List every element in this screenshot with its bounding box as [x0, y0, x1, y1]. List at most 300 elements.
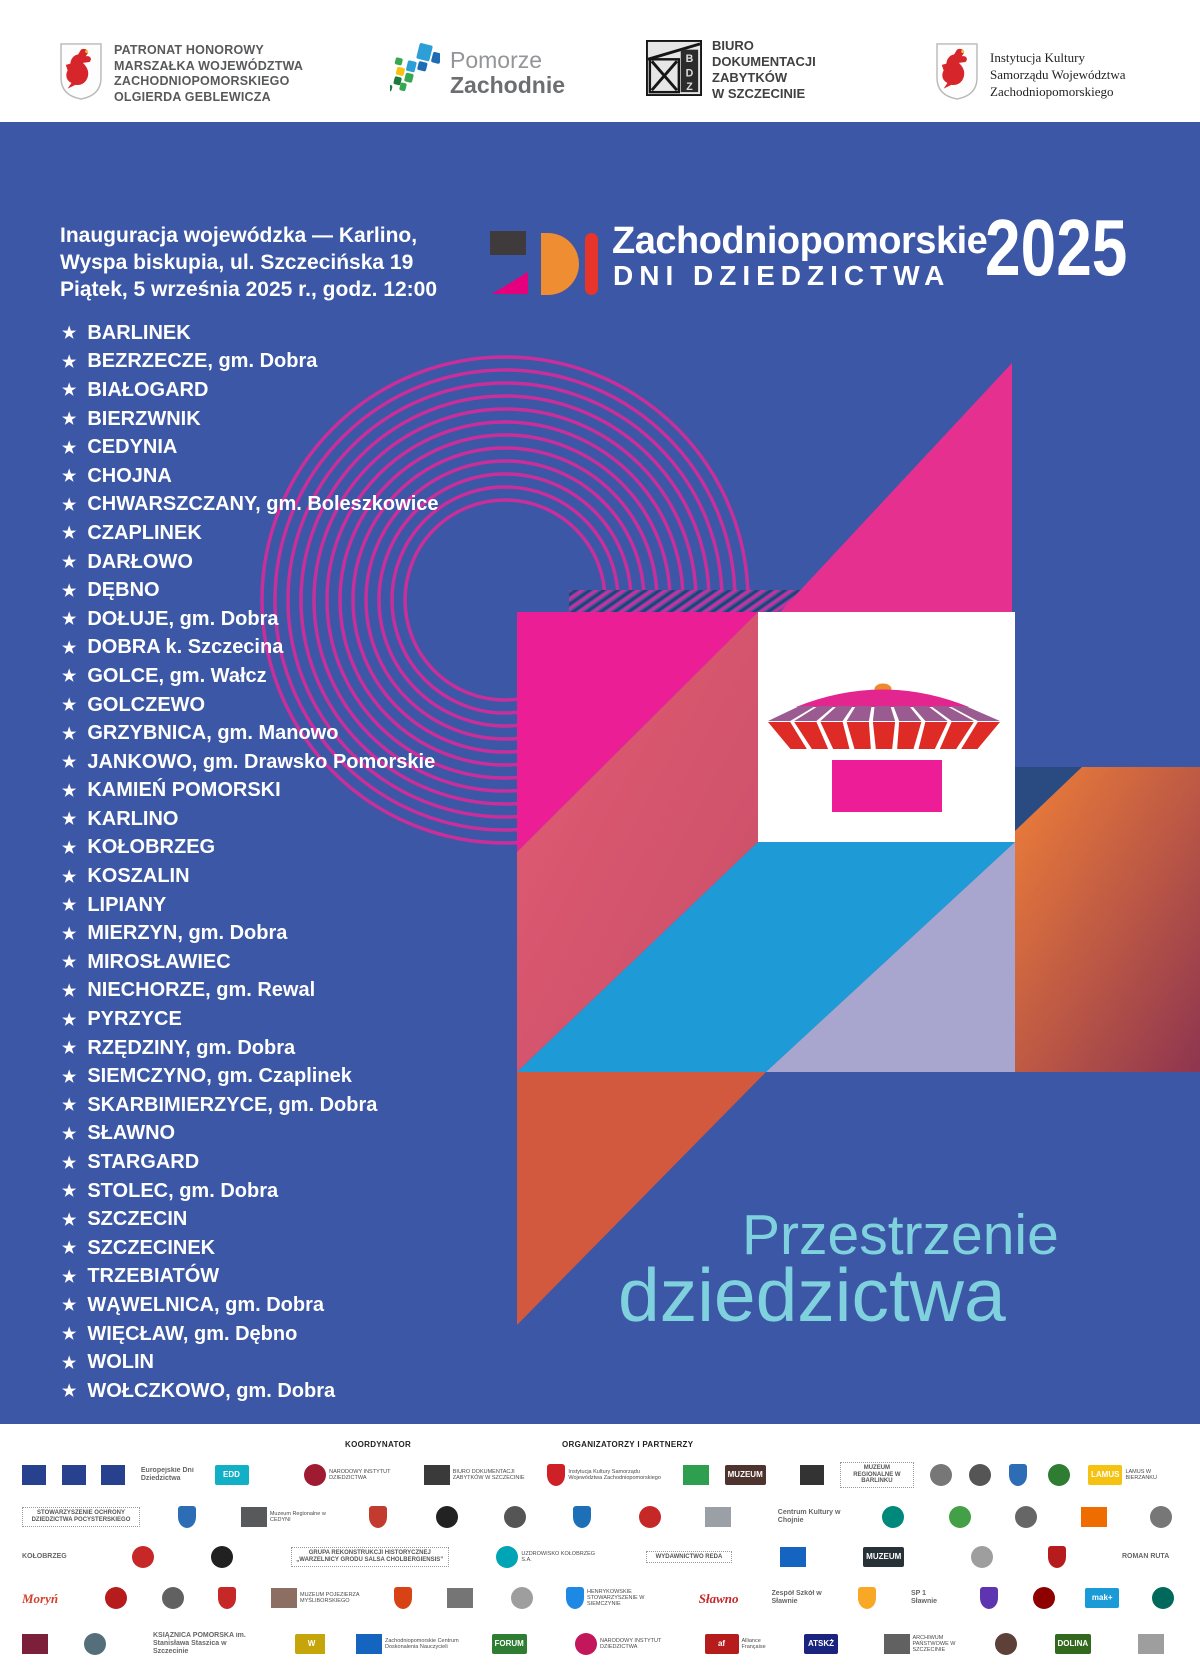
partner-logo [132, 1546, 164, 1568]
city-list-item [62, 1091, 439, 1120]
partner-logo [1081, 1507, 1111, 1527]
partner-logo [646, 1551, 732, 1564]
partner-logo [725, 1465, 785, 1485]
header-bar [0, 0, 1200, 122]
city-list-item [62, 662, 439, 691]
star-icon: ★ [62, 582, 77, 600]
partner-logo [162, 1587, 192, 1609]
partner-logo-glyph [496, 1546, 518, 1568]
partner-logo-label: Muzeum Regionalne w CEDYNI [269, 1510, 326, 1523]
partner-logo-glyph [22, 1634, 48, 1654]
partner-logo [105, 1587, 135, 1609]
star-icon: ★ [62, 353, 77, 371]
partner-logo-label: Alliance Française [741, 1637, 766, 1650]
partner-logo-glyph [211, 1546, 233, 1568]
partner-logo [1048, 1546, 1074, 1568]
zdi-logo-z-triangle [492, 272, 528, 294]
partner-logo [271, 1588, 367, 1608]
partner-logo-glyph [84, 1633, 106, 1655]
city-list-item [62, 1177, 439, 1206]
partner-logo-label: BIURO DOKUMENTACJI ZABYTKÓW W SZCZECINIE [452, 1468, 525, 1481]
partner-logo-label: LAMUS W BIERZANKU [1125, 1468, 1157, 1481]
partner-logo [215, 1465, 289, 1485]
partner-logo [22, 1507, 140, 1527]
city-list-item [62, 1205, 439, 1234]
city-list-item [62, 433, 439, 462]
partner-logo [22, 1465, 46, 1485]
partner-logo-glyph [639, 1506, 661, 1528]
partner-logo [699, 1592, 745, 1605]
city-list-item [62, 1005, 439, 1034]
city-name: JANKOWO, gm. Drawsko Pomorskie [87, 750, 436, 773]
partner-logo [62, 1465, 86, 1485]
city-name: DOŁUJE, gm. Dobra [87, 607, 279, 630]
partner-logo-glyph [424, 1465, 450, 1485]
city-list-item [62, 1062, 439, 1091]
partner-logo [1009, 1464, 1033, 1486]
partner-logo [858, 1587, 884, 1609]
city-name: RZĘDZINY, gm. Dobra [87, 1036, 296, 1059]
partner-logo [178, 1506, 202, 1528]
partner-logo-label: ARCHIWUM PAŃSTWOWE W SZCZECINIE [912, 1634, 956, 1654]
partner-logo [1048, 1464, 1072, 1486]
partner-logo-glyph [995, 1633, 1017, 1655]
partner-logo-label: Instytucja Kultury Samorządu Województwa Zachodniopomorskiego [568, 1468, 661, 1481]
city-name: PYRZYCE [87, 1008, 182, 1031]
partner-logo-glyph [447, 1588, 473, 1608]
pomorze-zachodnie-logo [390, 40, 565, 105]
partner-logo-glyph [705, 1507, 731, 1527]
city-name: CHOJNA [87, 464, 172, 487]
city-list-item [62, 719, 439, 748]
partner-logo [949, 1506, 977, 1528]
city-list-item [62, 491, 439, 520]
partner-logo-label: UZDROWISKO KOŁOBRZEG S.A. [521, 1550, 596, 1563]
city-name: SZCZECIN [87, 1208, 188, 1231]
timber-frame-house-icon [646, 40, 702, 101]
city-list-item [62, 862, 439, 891]
partner-logo-glyph [356, 1634, 382, 1654]
partner-logo-glyph [241, 1507, 267, 1527]
partner-logo [971, 1546, 1001, 1568]
partner-logo-glyph [304, 1464, 326, 1486]
partner-logo-label: HENRYKOWSKIE STOWARZYSZENIE W SIEMCZYNIE [587, 1588, 645, 1608]
city-name: WIĘCŁAW, gm. Dębno [87, 1322, 298, 1345]
partner-logo-glyph [101, 1465, 125, 1485]
instytucja-kultury-logo-block [934, 42, 1126, 106]
star-icon: ★ [62, 982, 77, 1000]
city-list [62, 319, 439, 1406]
city-list-item [62, 519, 439, 548]
partner-logo [394, 1587, 420, 1609]
star-icon: ★ [62, 1183, 77, 1201]
star-icon: ★ [62, 897, 77, 915]
partner-logo-glyph: Sławno [698, 1591, 739, 1605]
partner-logo [884, 1634, 964, 1654]
city-name: KOŁOBRZEG [87, 836, 216, 859]
star-icon: ★ [62, 1040, 77, 1058]
star-icon: ★ [62, 611, 77, 629]
star-icon: ★ [62, 1240, 77, 1258]
city-list-item [62, 1348, 439, 1377]
partner-logo [504, 1506, 534, 1528]
partner-logo-row [22, 1454, 1178, 1496]
magenta-top-triangle [780, 363, 1012, 612]
partner-logo-label: STOWARZYSZENIE OCHRONY DZIEDZICTWA POCYSTERSKIEGO [31, 1510, 131, 1523]
city-name: CEDYNIA [87, 436, 178, 459]
partner-logo-glyph: FORUM [492, 1634, 527, 1654]
partner-logo [980, 1587, 1006, 1609]
partner-logo [84, 1633, 122, 1655]
partner-logo-glyph [436, 1506, 458, 1528]
partner-logo-label: Zespół Szkół w Sławnie [771, 1589, 822, 1605]
partner-logo [1152, 1587, 1178, 1609]
bdz-text: BIURO DOKUMENTACJI ZABYTKÓW W SZCZECINIE [712, 38, 816, 101]
partner-logo [101, 1465, 125, 1485]
koordynator-label: KOORDYNATOR [345, 1440, 412, 1449]
star-icon: ★ [62, 925, 77, 943]
partner-logo-glyph [949, 1506, 971, 1528]
star-icon: ★ [62, 439, 77, 457]
city-list-item [62, 348, 439, 377]
partner-logo-label: ROMAN RUTA [1121, 1552, 1170, 1560]
star-icon: ★ [62, 525, 77, 543]
partner-logo-glyph [369, 1506, 387, 1528]
star-icon: ★ [62, 954, 77, 972]
city-list-item [62, 1291, 439, 1320]
city-list-item [62, 1120, 439, 1149]
slogan-line2: dziedzictwa [618, 1253, 1006, 1337]
city-name: LIPIANY [87, 893, 167, 916]
partner-logo-glyph [1081, 1507, 1107, 1527]
city-name: TRZEBIATÓW [87, 1265, 220, 1288]
partner-logo-label: Centrum Kultury w Chojnie [777, 1508, 841, 1524]
partner-logo-glyph [884, 1634, 910, 1654]
partner-logo [778, 1509, 844, 1525]
partner-logo-glyph: MUZEUM [863, 1547, 904, 1567]
partner-logo [492, 1634, 544, 1654]
partner-logo [291, 1547, 449, 1567]
event-year: 2025 [985, 203, 1128, 292]
partner-logo-glyph [780, 1547, 806, 1567]
partner-logo-label: MUZEUM REGIONALNE W BARLINKU [853, 1464, 901, 1485]
star-icon: ★ [62, 725, 77, 743]
city-list-item [62, 748, 439, 777]
star-icon: ★ [62, 868, 77, 886]
city-name: KARLINO [87, 807, 179, 830]
star-icon: ★ [62, 1011, 77, 1029]
partner-logo [511, 1587, 539, 1609]
partner-logo-glyph [683, 1465, 709, 1485]
partner-logo [1085, 1588, 1125, 1608]
partner-logo-glyph: mak+ [1085, 1588, 1119, 1608]
partner-logo-glyph: ATSKŻ [804, 1634, 838, 1654]
star-icon: ★ [62, 1326, 77, 1344]
zdi-logo-i-bar [585, 233, 598, 295]
partner-logo [882, 1506, 910, 1528]
star-icon: ★ [62, 1383, 77, 1401]
star-icon: ★ [62, 1068, 77, 1086]
partner-logo [1088, 1465, 1178, 1485]
partner-logo-glyph [971, 1546, 993, 1568]
partner-logo [1015, 1506, 1043, 1528]
city-list-item [62, 891, 439, 920]
pedestal-rect [832, 760, 942, 812]
partner-logo [496, 1546, 598, 1568]
city-name: SIEMCZYNO, gm. Czaplinek [87, 1065, 352, 1088]
partner-logo [566, 1587, 672, 1609]
partner-logo-label: GRUPA REKONSTRUKCJI HISTORYCZNEJ „WARZELNICY GRODU SALSA CHOLBERGIENSIS” [296, 1550, 444, 1563]
star-icon: ★ [62, 1211, 77, 1229]
partner-logo-glyph: MUZEUM [725, 1465, 766, 1485]
partner-logo-glyph: LAMUS [1088, 1465, 1122, 1485]
partner-logo [575, 1633, 673, 1655]
star-icon: ★ [62, 468, 77, 486]
partner-logo [683, 1465, 709, 1485]
city-list-item [62, 919, 439, 948]
city-name: BEZRZECZE, gm. Dobra [87, 350, 318, 373]
city-list-item [62, 634, 439, 663]
city-name: CHWARSZCZANY, gm. Boleszkowice [87, 493, 439, 516]
patronat-logo-block [58, 42, 303, 106]
city-name: BARLINEK [87, 321, 191, 344]
mosaic-check-icon [390, 40, 440, 105]
city-list-item [62, 605, 439, 634]
partner-logo-label: KSIĄŻNICA POMORSKA im. Stanisława Staszica w Szczecinie [153, 1631, 246, 1656]
star-icon: ★ [62, 754, 77, 772]
partner-logo-label: Europejskie Dni Dziedzictwa [140, 1466, 194, 1482]
city-list-item [62, 576, 439, 605]
svg-text:B: B [685, 52, 694, 65]
partner-logo-glyph [573, 1506, 591, 1528]
partner-logo-glyph [132, 1546, 154, 1568]
city-name: STOLEC, gm. Dobra [87, 1179, 279, 1202]
city-name: WOLIN [87, 1351, 154, 1374]
organizatorzy-label: ORGANIZATORZY I PARTNERZY [562, 1440, 694, 1449]
inauguration-info [60, 222, 437, 303]
pomorze-text: Pomorze Zachodnie [450, 46, 566, 98]
svg-text:D: D [685, 67, 694, 80]
partner-logo-row [22, 1500, 1178, 1534]
partner-logo-glyph [858, 1587, 876, 1609]
partner-logo [911, 1590, 953, 1606]
city-list-item [62, 1263, 439, 1292]
partner-logo-glyph [1015, 1506, 1037, 1528]
partner-logo [969, 1464, 993, 1486]
star-icon: ★ [62, 325, 77, 343]
city-name: SŁAWNO [87, 1122, 176, 1145]
partner-logo-row [22, 1578, 1178, 1618]
partner-logo [211, 1546, 243, 1568]
city-list-item [62, 1320, 439, 1349]
partner-logo-glyph: af [705, 1634, 739, 1654]
partner-logo [22, 1553, 84, 1561]
partner-logo-glyph [1048, 1464, 1070, 1486]
event-title-line2: DNI DZIEDZICTWA [613, 260, 951, 291]
partner-logo [436, 1506, 466, 1528]
city-name: STARGARD [87, 1151, 200, 1174]
partner-logo-glyph [1152, 1587, 1174, 1609]
city-name: KOSZALIN [87, 865, 190, 888]
partner-logo-glyph: Moryń [22, 1591, 59, 1605]
svg-text:Z: Z [686, 80, 693, 93]
partner-logo [141, 1467, 199, 1483]
star-icon: ★ [62, 839, 77, 857]
partner-logo-glyph [511, 1587, 533, 1609]
city-list-item [62, 376, 439, 405]
partner-logo-glyph [162, 1587, 184, 1609]
griffin-shield-icon [934, 42, 980, 106]
partner-logo-glyph [1150, 1506, 1172, 1528]
partner-logo-glyph [394, 1587, 412, 1609]
event-title-line1: Zachodniopomorskie [612, 220, 988, 262]
partner-logo-label: SP 1 Sławnie [911, 1589, 938, 1605]
city-name: DĘBNO [87, 579, 160, 602]
partner-logo [705, 1634, 773, 1654]
city-list-item [62, 977, 439, 1006]
partner-logo-glyph [504, 1506, 526, 1528]
partners-footer [0, 1424, 1200, 1676]
partner-logo-label: NARODOWY INSTYTUT DZIEDZICTWA [600, 1637, 662, 1650]
city-name: GRZYBNICA, gm. Manowo [87, 722, 339, 745]
city-list-item [62, 1148, 439, 1177]
partner-logo [573, 1506, 601, 1528]
city-name: BIERZWNIK [87, 407, 201, 430]
partner-logo [1055, 1634, 1107, 1654]
partner-logo [153, 1632, 263, 1656]
city-list-item [62, 1034, 439, 1063]
partner-logo [1138, 1634, 1178, 1654]
star-icon: ★ [62, 1297, 77, 1315]
partner-logo-glyph [930, 1464, 952, 1486]
city-name: MIROSŁAWIEC [87, 950, 231, 973]
city-name: SZCZECINEK [87, 1236, 216, 1259]
partner-logo-glyph: DOLINA [1055, 1634, 1092, 1654]
partner-logo-glyph [882, 1506, 904, 1528]
partner-logo-glyph [1048, 1546, 1066, 1568]
partner-logo-glyph [178, 1506, 196, 1528]
partner-logo-glyph [62, 1465, 86, 1485]
partner-logo [772, 1590, 832, 1606]
partner-logo-glyph [1138, 1634, 1164, 1654]
city-list-item [62, 777, 439, 806]
city-list-item [62, 1377, 439, 1406]
partner-logo [447, 1588, 485, 1608]
star-icon: ★ [62, 382, 77, 400]
city-name: GOLCE, gm. Wałcz [87, 664, 267, 687]
partner-logo [804, 1634, 852, 1654]
city-list-item [62, 948, 439, 977]
partner-logo [930, 1464, 954, 1486]
star-icon: ★ [62, 1154, 77, 1172]
city-list-item [62, 834, 439, 863]
partner-logo [863, 1547, 923, 1567]
partner-logo [241, 1507, 331, 1527]
star-icon: ★ [62, 554, 77, 572]
partner-logo [800, 1465, 824, 1485]
star-icon: ★ [62, 811, 77, 829]
partner-logo [369, 1506, 397, 1528]
partner-logo-glyph [105, 1587, 127, 1609]
city-list-item [62, 805, 439, 834]
inauguration-line: Inauguracja wojewódzka — Karlino, [60, 224, 418, 247]
partner-logo-label: WYDAWNICTWO REDA [655, 1553, 723, 1560]
city-name: DOBRA k. Szczecina [87, 636, 284, 659]
partner-logo-glyph [218, 1587, 236, 1609]
partner-logo [547, 1464, 667, 1486]
partner-logo [705, 1507, 739, 1527]
partner-logo-label: MUZEUM POJEZIERZA MYŚLIBORSKIEGO [300, 1591, 360, 1604]
partner-logo [295, 1634, 325, 1654]
city-name: GOLCZEWO [87, 693, 206, 716]
bdz-logo-block [646, 38, 816, 102]
partner-logo-glyph [800, 1465, 824, 1485]
partner-logo-glyph [271, 1588, 297, 1608]
partner-logo [1150, 1506, 1178, 1528]
partner-logo [356, 1634, 460, 1654]
city-name: MIERZYN, gm. Dobra [87, 922, 288, 945]
partner-logo [840, 1462, 914, 1489]
partner-logo [995, 1633, 1023, 1655]
poster-body [0, 122, 1200, 1424]
city-list-item [62, 548, 439, 577]
city-name: WĄWELNICA, gm. Dobra [87, 1293, 324, 1316]
star-icon: ★ [62, 782, 77, 800]
partner-logo-glyph [566, 1587, 584, 1609]
city-list-item [62, 319, 439, 348]
city-list-item [62, 462, 439, 491]
star-icon: ★ [62, 411, 77, 429]
partner-logo-label: Zachodniopomorskie Centrum Doskonalenia Nauczycieli [385, 1637, 459, 1650]
partner-logo-row [22, 1538, 1178, 1576]
zdi-logo-z-square [490, 231, 526, 255]
partner-logo [22, 1634, 52, 1654]
patronat-text: PATRONAT HONOROWY MARSZAŁKA WOJEWÓDZTWA ZACHODNIOPOMORSKIEGO OLGIERDA GEBLEWICZA [114, 43, 304, 104]
city-name: KAMIEŃ POMORSKI [87, 779, 281, 802]
partner-logo-glyph: W [295, 1634, 325, 1654]
star-icon: ★ [62, 668, 77, 686]
partner-logo [304, 1464, 408, 1486]
city-name: DARŁOWO [87, 550, 193, 573]
partner-logo-glyph [980, 1587, 998, 1609]
partner-logo [424, 1465, 532, 1485]
partner-logo-row [22, 1622, 1178, 1666]
partner-logo-glyph [1009, 1464, 1027, 1486]
city-name: WOŁCZKOWO, gm. Dobra [87, 1379, 336, 1402]
partner-logo-glyph: EDD [215, 1465, 249, 1485]
partner-logo-label: NARODOWY INSTYTUT DZIEDZICTWA [329, 1468, 391, 1481]
star-icon: ★ [62, 496, 77, 514]
partner-logo-glyph [969, 1464, 991, 1486]
partner-logo [780, 1547, 816, 1567]
instytucja-kultury-text: Instytucja Kultury Samorządu Województwa Zachodniopomorskiego [990, 49, 1126, 99]
city-list-item [62, 405, 439, 434]
partner-logo-glyph [1033, 1587, 1055, 1609]
star-icon: ★ [62, 639, 77, 657]
inauguration-line: Wyspa biskupia, ul. Szczecińska 19 [60, 251, 414, 274]
hatch-stripes [569, 590, 815, 612]
orange-gradient-block [1015, 767, 1200, 1072]
city-name: NIECHORZE, gm. Rewal [87, 979, 316, 1002]
star-icon: ★ [62, 1125, 77, 1143]
partner-logo-glyph [22, 1465, 46, 1485]
partner-logo [218, 1587, 244, 1609]
partner-logo [1033, 1587, 1059, 1609]
slogan-line1: Przestrzenie [742, 1203, 1059, 1267]
city-list-item [62, 1234, 439, 1263]
partner-logo [1122, 1553, 1178, 1561]
partner-logo-glyph [547, 1464, 565, 1486]
